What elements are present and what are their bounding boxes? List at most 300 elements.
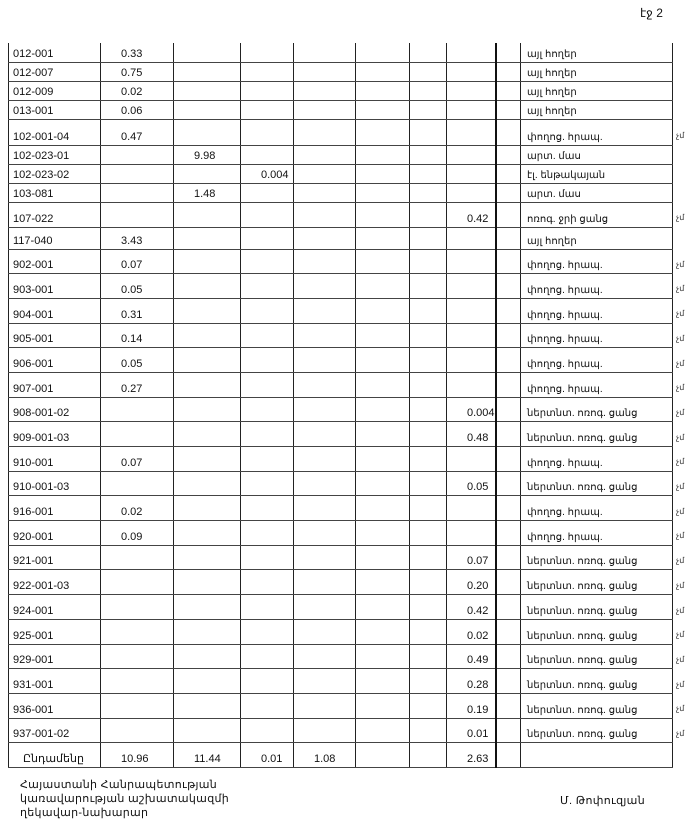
area-cell (496, 81, 521, 100)
area-cell (174, 545, 241, 570)
area-cell: 0.28 (447, 669, 496, 694)
total-value: 11.44 (174, 743, 241, 768)
area-cell (101, 422, 174, 447)
area-cell (294, 570, 356, 595)
area-cell (174, 619, 241, 644)
area-cell (410, 249, 447, 274)
margin-mark: չմ (676, 358, 685, 368)
area-cell (174, 81, 241, 100)
area-cell (447, 298, 496, 323)
land-use-label: փողոց. հրապ. (521, 496, 673, 521)
area-cell: 0.47 (101, 119, 174, 145)
area-cell (356, 81, 410, 100)
area-cell (241, 422, 294, 447)
area-cell (174, 227, 241, 249)
table-row (9, 164, 673, 183)
area-cell (496, 249, 521, 274)
area-cell (174, 397, 241, 422)
area-cell (410, 397, 447, 422)
land-use-label: ներտնտ. ոռոգ. ցանց (521, 397, 673, 422)
signatory-line-1: Հայաստանի Հանրապետության (20, 779, 218, 791)
area-cell (241, 81, 294, 100)
parcel-code: 012-001 (9, 43, 101, 62)
area-cell (241, 521, 294, 546)
margin-mark: չմ (676, 654, 685, 664)
area-cell (410, 570, 447, 595)
area-cell (496, 227, 521, 249)
area-cell: 0.004 (241, 164, 294, 183)
margin-mark: չմ (676, 605, 685, 615)
area-cell (241, 62, 294, 81)
land-use-label: այլ հողեր (521, 62, 673, 81)
table-row (9, 397, 673, 422)
area-cell (101, 669, 174, 694)
area-cell (294, 348, 356, 373)
area-cell (496, 669, 521, 694)
area-cell (447, 227, 496, 249)
table-row (9, 298, 673, 323)
area-cell (241, 471, 294, 496)
area-cell (356, 274, 410, 299)
area-cell (410, 298, 447, 323)
area-cell (356, 496, 410, 521)
area-cell (447, 100, 496, 119)
parcel-code: 902-001 (9, 249, 101, 274)
area-cell (241, 145, 294, 164)
area-cell (294, 372, 356, 397)
land-use-label: փողոց. հրապ. (521, 298, 673, 323)
land-use-label: փողոց. հրապ. (521, 249, 673, 274)
area-cell: 3.43 (101, 227, 174, 249)
margin-mark: չմ (676, 213, 685, 222)
margin-mark: չմ (676, 259, 685, 269)
margin-mark: չմ (676, 556, 685, 566)
total-value: 0.01 (241, 743, 294, 768)
area-cell (174, 323, 241, 348)
area-cell (356, 372, 410, 397)
land-use-label: ներտնտ. ոռոգ. ցանց (521, 619, 673, 644)
land-use-label: այլ հողեր (521, 81, 673, 100)
land-use-label: փողոց. հրապ. (521, 372, 673, 397)
area-cell (294, 447, 356, 472)
area-cell (294, 669, 356, 694)
area-cell (174, 274, 241, 299)
area-cell (294, 422, 356, 447)
area-cell (294, 100, 356, 119)
table-row (9, 227, 673, 249)
area-cell (410, 644, 447, 669)
area-cell (294, 521, 356, 546)
area-cell (447, 145, 496, 164)
land-use-label: ներտնտ. ոռոգ. ցանց (521, 545, 673, 570)
signatory-line-3: ղեկավար-նախարար (20, 807, 149, 819)
area-cell: 0.02 (101, 81, 174, 100)
parcel-code: 922-001-03 (9, 570, 101, 595)
area-cell: 0.14 (101, 323, 174, 348)
area-cell (101, 545, 174, 570)
area-cell (356, 619, 410, 644)
land-use-label: ներտնտ. ոռոգ. ցանց (521, 595, 673, 620)
table-row (9, 348, 673, 373)
table-row (9, 100, 673, 119)
table-row (9, 619, 673, 644)
area-cell (410, 227, 447, 249)
area-cell (101, 183, 174, 202)
area-cell: 0.05 (101, 348, 174, 373)
area-cell (356, 202, 410, 227)
area-cell (174, 119, 241, 145)
area-cell (410, 595, 447, 620)
parcel-code: 910-001-03 (9, 471, 101, 496)
area-cell (294, 81, 356, 100)
parcel-code: 906-001 (9, 348, 101, 373)
area-cell (410, 545, 447, 570)
area-cell (410, 496, 447, 521)
area-cell: 0.05 (101, 274, 174, 299)
area-cell (356, 183, 410, 202)
parcel-code: 908-001-02 (9, 397, 101, 422)
area-cell (356, 323, 410, 348)
area-cell (174, 249, 241, 274)
table-row (9, 145, 673, 164)
area-cell (410, 164, 447, 183)
area-cell (294, 145, 356, 164)
table-row (9, 249, 673, 274)
parcel-code: 916-001 (9, 496, 101, 521)
area-cell (174, 100, 241, 119)
area-cell (174, 202, 241, 227)
table-row (9, 119, 673, 145)
table-row (9, 372, 673, 397)
total-row (9, 743, 673, 768)
land-use-label: ներտնտ. ոռոգ. ցանց (521, 570, 673, 595)
area-cell (101, 693, 174, 718)
area-cell (241, 595, 294, 620)
area-cell (174, 447, 241, 472)
area-cell (447, 183, 496, 202)
area-cell (174, 348, 241, 373)
area-cell: 0.49 (447, 644, 496, 669)
area-cell (294, 323, 356, 348)
area-cell (356, 644, 410, 669)
area-cell (174, 693, 241, 718)
area-cell (410, 348, 447, 373)
area-cell (496, 372, 521, 397)
land-use-label: ներտնտ. ոռոգ. ցանց (521, 693, 673, 718)
area-cell: 1.48 (174, 183, 241, 202)
margin-mark: չմ (676, 482, 685, 491)
area-cell (241, 372, 294, 397)
area-cell: 0.48 (447, 422, 496, 447)
parcel-code: 102-001-04 (9, 119, 101, 145)
area-cell (496, 348, 521, 373)
parcel-code: 920-001 (9, 521, 101, 546)
parcel-code: 117-040 (9, 227, 101, 249)
area-cell (241, 227, 294, 249)
area-cell (496, 298, 521, 323)
area-cell (410, 521, 447, 546)
area-cell (447, 496, 496, 521)
area-cell (356, 119, 410, 145)
area-cell (241, 619, 294, 644)
margin-mark: չմ (676, 630, 685, 640)
area-cell (174, 62, 241, 81)
area-cell (294, 62, 356, 81)
land-use-label: այլ հողեր (521, 227, 673, 249)
margin-mark: չմ (676, 679, 685, 689)
area-cell (496, 202, 521, 227)
area-cell (496, 397, 521, 422)
area-cell: 0.02 (447, 619, 496, 644)
land-use-label: փողոց. հրապ. (521, 521, 673, 546)
parcel-code: 107-022 (9, 202, 101, 227)
land-use-label: փողոց. հրապ. (521, 323, 673, 348)
area-cell (241, 119, 294, 145)
area-cell (356, 570, 410, 595)
area-cell (101, 619, 174, 644)
parcel-code: 905-001 (9, 323, 101, 348)
area-cell (241, 249, 294, 274)
area-cell (356, 669, 410, 694)
area-cell (356, 545, 410, 570)
area-cell (294, 227, 356, 249)
parcel-code: 013-001 (9, 100, 101, 119)
table-row (9, 422, 673, 447)
area-cell (410, 471, 447, 496)
area-cell (294, 471, 356, 496)
area-cell (101, 644, 174, 669)
margin-mark: չմ (676, 457, 685, 467)
margin-mark: չմ (676, 580, 685, 590)
area-cell (101, 471, 174, 496)
area-cell (294, 249, 356, 274)
area-cell: 0.06 (101, 100, 174, 119)
area-cell (496, 644, 521, 669)
margin-mark: չմ (676, 432, 685, 442)
area-cell (294, 164, 356, 183)
area-cell (356, 422, 410, 447)
land-use-label: փողոց. հրապ. (521, 348, 673, 373)
area-cell (174, 521, 241, 546)
area-cell (241, 43, 294, 62)
area-cell (174, 471, 241, 496)
area-cell (294, 119, 356, 145)
area-cell (294, 595, 356, 620)
area-cell (496, 145, 521, 164)
area-cell: 0.07 (447, 545, 496, 570)
area-cell (294, 619, 356, 644)
area-cell: 0.31 (101, 298, 174, 323)
area-cell (356, 62, 410, 81)
area-cell (356, 397, 410, 422)
land-use-label: արտ. մաս (521, 183, 673, 202)
table-row (9, 62, 673, 81)
area-cell: 9.98 (174, 145, 241, 164)
area-cell (174, 164, 241, 183)
table-row (9, 595, 673, 620)
area-cell (496, 619, 521, 644)
area-cell (496, 119, 521, 145)
area-cell (174, 570, 241, 595)
area-cell: 0.33 (101, 43, 174, 62)
table-row (9, 323, 673, 348)
land-use-label: ներտնտ. ոռոգ. ցանց (521, 644, 673, 669)
area-cell (410, 62, 447, 81)
parcel-code: 921-001 (9, 545, 101, 570)
total-value: 1.08 (294, 743, 356, 768)
area-cell (294, 202, 356, 227)
area-cell (496, 323, 521, 348)
table-row (9, 81, 673, 100)
area-cell (356, 521, 410, 546)
parcel-code: 103-081 (9, 183, 101, 202)
area-cell (241, 496, 294, 521)
table-row (9, 202, 673, 227)
area-cell (101, 595, 174, 620)
area-cell (174, 422, 241, 447)
area-cell (241, 570, 294, 595)
land-use-label: այլ հողեր (521, 100, 673, 119)
area-cell (496, 422, 521, 447)
area-cell (294, 274, 356, 299)
parcel-code: 907-001 (9, 372, 101, 397)
parcel-code: 925-001 (9, 619, 101, 644)
table-row (9, 183, 673, 202)
land-use-label: արտ. մաս (521, 145, 673, 164)
area-cell (174, 43, 241, 62)
area-cell (294, 397, 356, 422)
area-cell (356, 249, 410, 274)
parcel-code: 924-001 (9, 595, 101, 620)
parcel-code: 910-001 (9, 447, 101, 472)
land-allocation-table (8, 43, 673, 768)
area-cell (174, 595, 241, 620)
total-label: Ընդամենը (9, 743, 101, 768)
parcel-code: 931-001 (9, 669, 101, 694)
table-row (9, 570, 673, 595)
area-cell (410, 422, 447, 447)
area-cell (356, 595, 410, 620)
area-cell (410, 100, 447, 119)
area-cell (174, 718, 241, 743)
area-cell (447, 43, 496, 62)
margin-mark: չմ (676, 704, 685, 714)
area-cell: 0.07 (101, 447, 174, 472)
area-cell (410, 145, 447, 164)
total-value: 2.63 (447, 743, 496, 768)
area-cell (241, 298, 294, 323)
area-cell (447, 81, 496, 100)
parcel-code: 936-001 (9, 693, 101, 718)
area-cell (496, 521, 521, 546)
area-cell (447, 119, 496, 145)
area-cell (241, 274, 294, 299)
margin-mark: չմ (676, 309, 685, 319)
table-row (9, 693, 673, 718)
land-use-label: ներտնտ. ոռոգ. ցանց (521, 669, 673, 694)
area-cell (410, 372, 447, 397)
area-cell (496, 471, 521, 496)
margin-mark: չմ (676, 333, 685, 343)
land-use-label: ներտնտ. ոռոգ. ցանց (521, 718, 673, 743)
area-cell (356, 447, 410, 472)
area-cell (410, 119, 447, 145)
area-cell: 0.01 (447, 718, 496, 743)
area-cell (410, 693, 447, 718)
area-cell (174, 298, 241, 323)
area-cell: 0.004 (447, 397, 496, 422)
area-cell: 0.75 (101, 62, 174, 81)
area-cell (294, 183, 356, 202)
area-cell (496, 545, 521, 570)
area-cell (410, 323, 447, 348)
area-cell (294, 298, 356, 323)
table-row (9, 669, 673, 694)
area-cell: 0.27 (101, 372, 174, 397)
area-cell (496, 496, 521, 521)
area-cell (101, 164, 174, 183)
area-cell (101, 202, 174, 227)
table-row (9, 496, 673, 521)
margin-mark: չմ (676, 407, 685, 417)
area-cell (410, 669, 447, 694)
area-cell: 0.07 (101, 249, 174, 274)
area-cell (410, 619, 447, 644)
margin-mark: չմ (676, 729, 685, 738)
area-cell (356, 693, 410, 718)
total-value (496, 743, 521, 768)
area-cell (241, 718, 294, 743)
parcel-code: 937-001-02 (9, 718, 101, 743)
area-cell (241, 348, 294, 373)
area-cell (101, 145, 174, 164)
table-row (9, 521, 673, 546)
area-cell (294, 693, 356, 718)
table-row (9, 545, 673, 570)
land-use-label: փողոց. հրապ. (521, 119, 673, 145)
land-use-label: ոռոգ. ջրի ցանց (521, 202, 673, 227)
area-cell: 0.42 (447, 595, 496, 620)
page-number: էջ 2 (640, 6, 663, 20)
area-cell (496, 718, 521, 743)
land-use-label: այլ հողեր (521, 43, 673, 62)
area-cell: 0.05 (447, 471, 496, 496)
area-cell (101, 397, 174, 422)
area-cell (294, 644, 356, 669)
area-cell (447, 274, 496, 299)
table-row (9, 644, 673, 669)
area-cell (101, 570, 174, 595)
area-cell (410, 43, 447, 62)
table-row (9, 718, 673, 743)
parcel-code: 903-001 (9, 274, 101, 299)
area-cell (241, 644, 294, 669)
area-cell: 0.20 (447, 570, 496, 595)
land-use-label: ներտնտ. ոռոգ. ցանց (521, 471, 673, 496)
area-cell (294, 496, 356, 521)
area-cell: 0.19 (447, 693, 496, 718)
area-cell (294, 545, 356, 570)
parcel-code: 102-023-01 (9, 145, 101, 164)
area-cell (356, 145, 410, 164)
area-cell (496, 43, 521, 62)
margin-mark: չմ (676, 383, 685, 393)
area-cell (496, 183, 521, 202)
area-cell (496, 274, 521, 299)
area-cell (447, 521, 496, 546)
table-row (9, 471, 673, 496)
area-cell (447, 249, 496, 274)
